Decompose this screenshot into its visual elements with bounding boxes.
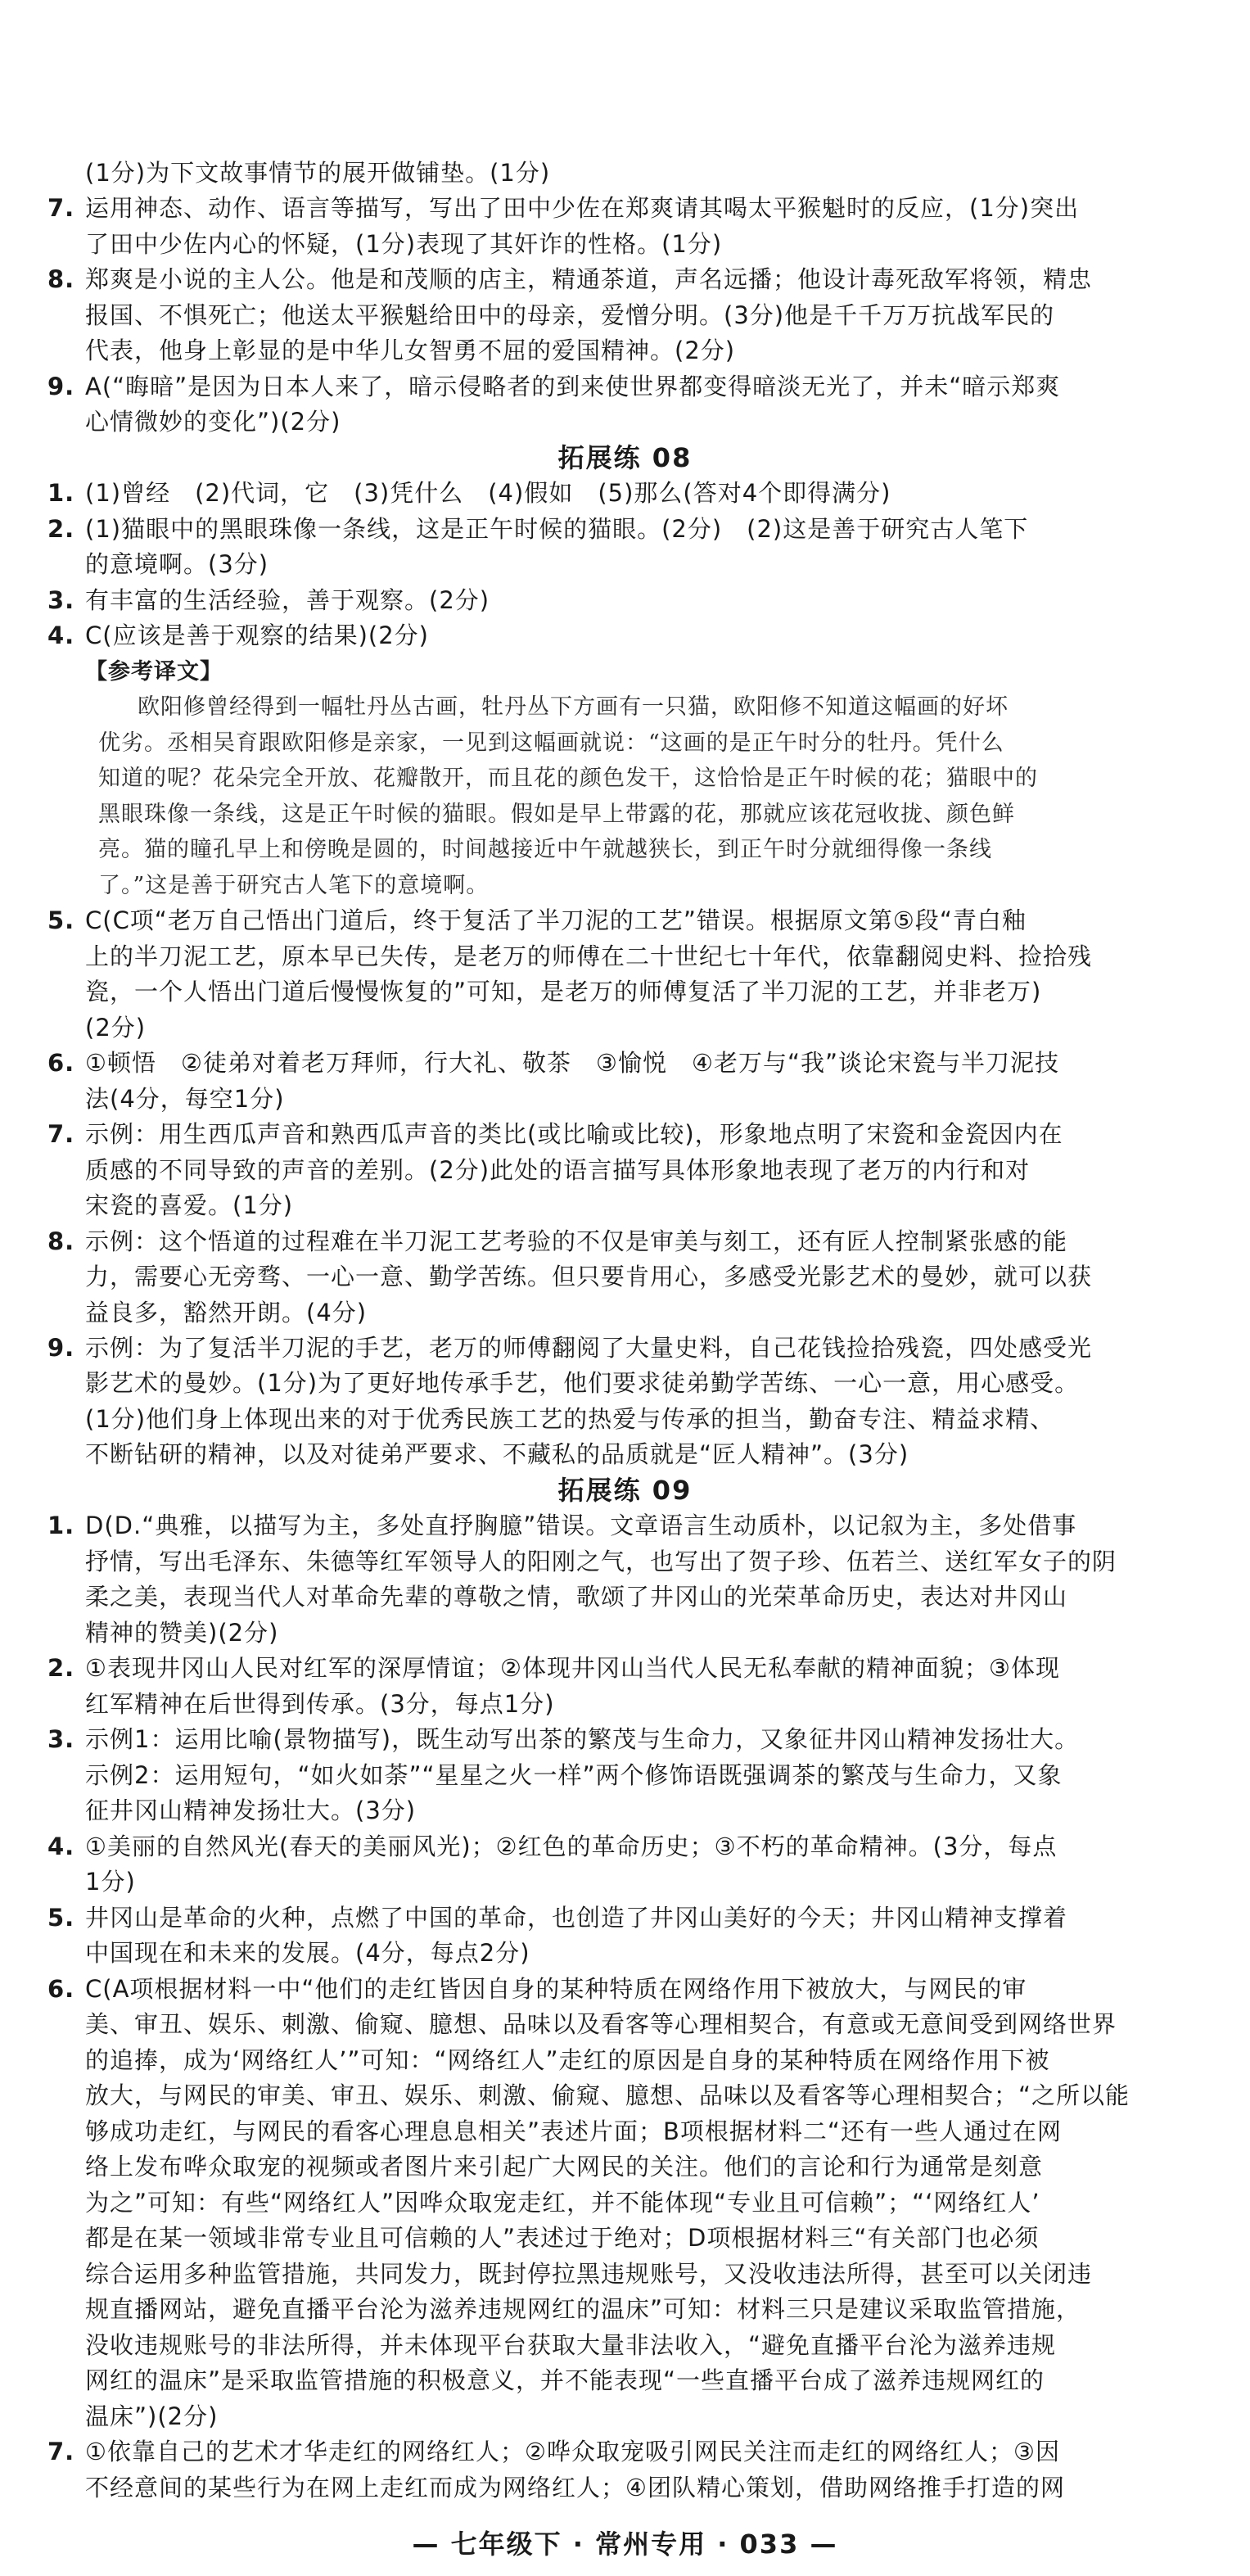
line-text: 放大，与网民的审美、审丑、娱乐、刺激、偷窥、臆想、品味以及看客等心理相契合；“之所以能 [85,2081,1130,2109]
line-text: 质感的不同导致的声音的差别。(2分)此处的语言描写具体形象地表现了老万的内行和对 [85,1156,1031,1184]
answer-item [0,1046,1250,1081]
line-text: 温床”)(2分) [85,2402,219,2430]
text-line [0,2470,1250,2506]
text-line [0,1758,1250,1793]
line-text: 了田中少佐内心的怀疑，(1分)表现了其奸诈的性格。(1分) [85,230,723,258]
translation-line [0,725,1250,761]
answer-item [0,1224,1250,1259]
text-line [0,1936,1250,1971]
line-text: (1)曾经 (2)代词，它 (3)凭什么 (4)假如 (5)那么(答对4个即得满分) [85,479,891,507]
text-line [0,1259,1250,1295]
item-number: 6. [47,1975,75,2003]
text-line [0,2221,1250,2256]
line-text: ①美丽的自然风光(春天的美丽风光)；②红色的革命历史；③不朽的革命精神。(3分，每点 [85,1833,1058,1860]
label-text: 【参考译文】 [85,659,223,685]
line-text: 精神的赞美)(2分) [85,1619,279,1647]
answer-item [0,369,1250,404]
text-line [0,1153,1250,1188]
line-text: D(D.“典雅，以描写为主，多处直抒胸臆”错误。文章语言生动质朴，以记叙为主，多处借事 [85,1512,1077,1539]
text-line [0,2007,1250,2042]
answer-item [0,903,1250,938]
item-number: 2. [47,515,75,543]
line-text: 的追捧，成为‘网络红人’”可知：“网络红人”走红的原因是自身的某种特质在网络作用下被 [85,2046,1050,2074]
line-text: 柔之美，表现当代人对革命先辈的尊敬之情，歌颂了井冈山的光荣革命历史，表达对井冈山 [85,1583,1068,1611]
answer-item [0,2434,1250,2470]
line-text: 1分) [85,1868,136,1896]
text-line [0,1010,1250,1046]
line-text: 井冈山是革命的火种，点燃了中国的革命，也创造了井冈山美好的今天；井冈山精神支撑着 [85,1904,1068,1932]
line-text: 示例：这个悟道的过程难在半刀泥工艺考验的不仅是审美与刻工，还有匠人控制紧张感的能 [85,1227,1068,1255]
item-number: 5. [47,906,75,934]
item-number: 1. [47,1512,75,1539]
line-text: 郑爽是小说的主人公。他是和茂顺的店主，精通茶道，声名远播；他设计毒死敌军将领，精忠 [85,265,1093,293]
line-text: 欧阳修曾经得到一幅牡丹丛古画，牡丹丛下方画有一只猫，欧阳修不知道这幅画的好坏 [138,694,1009,720]
line-text: 有丰富的生活经验，善于观察。(2分) [85,586,490,614]
text-line [0,1366,1250,1401]
answer-item [0,1508,1250,1543]
item-number: 9. [47,373,75,400]
translation-line [0,868,1250,903]
text-line [0,1616,1250,1651]
answer-item [0,583,1250,618]
line-text: 不经意间的某些行为在网上走红而成为网络红人；④团队精心策划，借助网络推手打造的网 [85,2474,1065,2501]
answer-item [0,1651,1250,1686]
text-line [0,1864,1250,1900]
text-line [0,1188,1250,1223]
line-text: C(A项根据材料一中“他们的走红皆因自身的某种特质在网络作用下被放大，与网民的审 [85,1975,1027,2003]
line-text: 美、审丑、娱乐、刺激、偷窥、臆想、品味以及看客等心理相契合，有意或无意间受到网络世界 [85,2010,1117,2038]
line-text: 络上发布哗众取宠的视频或者图片来引起广大网民的关注。他们的言论和行为通常是刻意 [85,2153,1044,2181]
line-text: 心情微妙的变化”)(2分) [85,408,341,436]
item-number: 3. [47,586,75,614]
text-line [0,2257,1250,2292]
answer-item [0,262,1250,297]
text-line [0,2399,1250,2434]
translation-line [0,689,1250,725]
text-line [0,2043,1250,2078]
text-line [0,2363,1250,2398]
line-text: 知道的呢？花朵完全开放、花瓣散开，而且花的颜色发干，这恰恰是正午时候的花；猫眼中的 [98,766,1038,791]
text-line [0,2114,1250,2149]
item-number: 1. [47,479,75,507]
reference-translation-label [0,654,1250,689]
section-heading-09: 拓展练 09 [557,1475,693,1506]
text-line [0,298,1250,333]
answer-item [0,512,1250,547]
line-text: (1分)为下文故事情节的展开做铺垫。(1分) [85,159,551,187]
text-line [0,2078,1250,2113]
line-text: 法(4分，每空1分) [85,1085,285,1113]
line-text: 征井冈山精神发扬壮大。(3分) [85,1796,417,1824]
line-text: 网红的温床”是采取监管措施的积极意义，并不能表现“一些直播平台成了滋养违规网红的 [85,2366,1045,2394]
text-line [0,1437,1250,1472]
line-text: 宋瓷的喜爱。(1分) [85,1191,294,1219]
line-text: 黑眼珠像一条线，这是正午时候的猫眼。假如是早上带露的花，那就应该花冠收拢、颜色鲜 [98,802,1015,827]
item-number: 5. [47,1904,75,1932]
translation-line [0,797,1250,832]
item-number: 3. [47,1725,75,1753]
line-text: 运用神态、动作、语言等描写，写出了田中少佐在郑爽请其喝太平猴魁时的反应，(1分)突出 [85,194,1080,222]
line-text: 中国现在和未来的发展。(4分，每点2分) [85,1939,530,1967]
line-text: 不断钻研的精神，以及对徒弟严要求、不藏私的品质就是“匠人精神”。(3分) [85,1440,909,1468]
item-number: 7. [47,2438,75,2465]
line-text: 亮。猫的瞳孔早上和傍晚是圆的，时间越接近中午就越狭长，到正午时分就细得像一条线 [98,837,992,862]
line-text: 抒情，写出毛泽东、朱德等红军领导人的阳刚之气，也写出了贺子珍、伍若兰、送红军女子的阴 [85,1548,1117,1575]
line-text: C(应该是善于观察的结果)(2分) [85,621,429,649]
text-line [0,2185,1250,2221]
text-line [0,547,1250,582]
answer-item [0,1331,1250,1366]
line-text: 力，需要心无旁骛、一心一意、勤学苦练。但只要肯用心，多感受光影艺术的曼妙，就可以获 [85,1263,1093,1290]
item-number: 4. [47,621,75,649]
line-text: C(C项“老万自己悟出门道后，终于复活了半刀泥的工艺”错误。根据原文第⑤段“青白釉 [85,906,1027,934]
line-text: 示例：为了复活半刀泥的手艺，老万的师傅翻阅了大量史料，自己花钱捡拾残瓷，四处感受光 [85,1334,1093,1362]
text-line [0,939,1250,974]
line-text: 瓷，一个人悟出门道后慢慢恢复的”可知，是老万的师傅复活了半刀泥的工艺，并非老万) [85,978,1042,1006]
line-text: 了。”这是善于研究古人笔下的意境啊。 [98,873,490,898]
line-text: 红军精神在后世得到传承。(3分，每点1分) [85,1690,555,1718]
text-line [0,1544,1250,1579]
translation-line [0,832,1250,867]
text-line [0,1295,1250,1331]
line-text: 都是在某一领域非常专业且可信赖的人”表述过于绝对；D项根据材料三“有关部门也必须 [85,2224,1040,2252]
line-text: 示例1：运用比喻(景物描写)，既生动写出茶的繁茂与生命力，又象征井冈山精神发扬壮大。 [85,1725,1080,1753]
line-text: ①依靠自己的艺术才华走红的网络红人；②哗众取宠吸引网民关注而走红的网络红人；③因 [85,2438,1060,2465]
line-text: 综合运用多种监管措施，共同发力，既封停拉黑违规账号，又没收违法所得，甚至可以关闭违 [85,2260,1093,2288]
text-line [0,404,1250,440]
answer-item [0,1117,1250,1152]
line-text: 上的半刀泥工艺，原本早已失传，是老万的师傅在二十世纪七十年代，依靠翻阅史料、捡拾残 [85,942,1093,970]
line-text: 示例：用生西瓜声音和熟西瓜声音的类比(或比喻或比较)，形象地点明了宋瓷和金瓷因内在 [85,1120,1063,1148]
answer-item [0,191,1250,226]
section-heading-08: 拓展练 08 [557,442,693,473]
line-text: (1)猫眼中的黑眼珠像一条线，这是正午时候的猫眼。(2分) (2)这是善于研究古人笔下 [85,515,1029,543]
line-text: 益良多，豁然开朗。(4分) [85,1299,368,1326]
line-text: 没收违规账号的非法所得，并未体现平台获取大量非法收入，“避免直播平台沦为滋养违规 [85,2331,1057,2359]
text-line [0,1082,1250,1117]
line-text: 为之”可知：有些“网络红人”因哗众取宠走红，并不能体现“专业且可信赖”；“‘网络红人’ [85,2189,1040,2217]
page-footer: — 七年级下 · 常州专用 · 033 — [412,2529,838,2560]
text-line [0,1579,1250,1615]
line-text: 的意境啊。(3分) [85,550,269,578]
answer-item [0,1722,1250,1757]
text-line [0,156,1250,191]
text-line [0,2149,1250,2185]
item-number: 4. [47,1833,75,1860]
text-line [0,2328,1250,2363]
answer-item [0,476,1250,511]
translation-line [0,761,1250,796]
text-line [0,1687,1250,1722]
answer-item [0,618,1250,653]
item-number: 7. [47,1120,75,1148]
text-line [0,974,1250,1010]
answer-item [0,1829,1250,1864]
item-number: 8. [47,265,75,293]
item-number: 6. [47,1049,75,1077]
text-line [0,227,1250,262]
item-number: 9. [47,1334,75,1362]
line-text: 优劣。丞相吴育跟欧阳修是亲家，一见到这幅画就说：“这画的是正午时分的牡丹。凭什么 [98,730,1004,756]
line-text: 规直播网站，避免直播平台沦为滋养违规网红的温床”可知：材料三只是建议采取监管措施， [85,2295,1081,2323]
item-number: 7. [47,194,75,222]
line-text: ①表现井冈山人民对红军的深厚情谊；②体现井冈山当代人民无私奉献的精神面貌；③体现 [85,1654,1060,1682]
text-line [0,1402,1250,1437]
line-text: (2分) [85,1014,147,1042]
line-text: 报国、不惧死亡；他送太平猴魁给田中的母亲，爱憎分明。(3分)他是千千万万抗战军民的 [85,301,1055,329]
text-line [0,333,1250,368]
line-text: 影艺术的曼妙。(1分)为了更好地传承手艺，他们要求徒弟勤学苦练、一心一意，用心感受。 [85,1369,1080,1397]
text-line [0,1793,1250,1828]
text-line [0,2292,1250,2327]
answer-item [0,1972,1250,2007]
item-number: 2. [47,1654,75,1682]
line-text: ①顿悟 ②徒弟对着老万拜师，行大礼、敬茶 ③愉悦 ④老万与“我”谈论宋瓷与半刀泥技 [85,1049,1060,1077]
line-text: 够成功走红，与网民的看客心理息息相关”表述片面；B项根据材料二“还有一些人通过在网 [85,2117,1062,2145]
line-text: 代表，他身上彰显的是中华儿女智勇不屈的爱国精神。(2分) [85,337,736,364]
line-text: A(“晦暗”是因为日本人来了，暗示侵略者的到来使世界都变得暗淡无光了，并未“暗示郑爽 [85,373,1061,400]
line-text: 示例2：运用短句，“如火如荼”“星星之火一样”两个修饰语既强调茶的繁茂与生命力，又象 [85,1761,1063,1789]
answer-item [0,1900,1250,1936]
item-number: 8. [47,1227,75,1255]
line-text: (1分)他们身上体现出来的对于优秀民族工艺的热爱与传承的担当，勤奋专注、精益求精、 [85,1405,1055,1433]
